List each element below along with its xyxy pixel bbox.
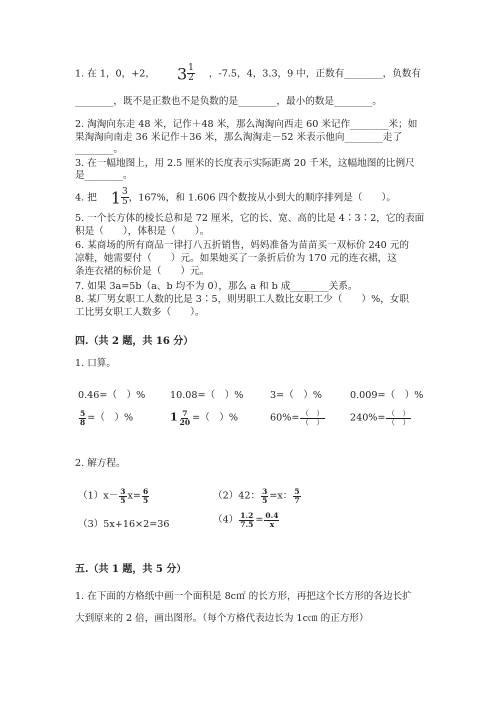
eq2-n1: 3 <box>262 487 268 496</box>
q5-line1: 5. 一个长方体的棱长总和是 72 厘米，它的长、宽、高的比是 4∶3∶2，它的表面 <box>75 213 425 224</box>
r2c3-den: （ ） <box>301 417 324 427</box>
r2c2-tail: =（ ）% <box>192 412 239 424</box>
q6-line3: 条连衣裙的标价是（ ）元。 <box>75 266 210 277</box>
eq4-d2: x <box>269 519 275 529</box>
section5-line2: 大到原来的 2 倍，画出图形。（每个方格代表边长为 1c㎝ 的正方形） <box>75 613 369 624</box>
q1-line1 <box>75 64 421 84</box>
q8-line2: 工比男女职工人数多（ ）。 <box>75 307 205 318</box>
q8-line1: 8. 某厂男女职工人数的比是 3∶5，则男职工人数比女职工少（ ）%，女职 <box>75 294 409 305</box>
eq1-d1: 5 <box>120 495 126 505</box>
q1-text-b: ，-7.5，4，3.3，9 中，正数有________，负数有 <box>208 68 422 80</box>
eq1-frac2 <box>142 488 149 504</box>
section4-heading: 四.（共 2 题，共 16 分） <box>75 336 194 347</box>
q6-line1: 6. 某商场的所有商品一律打八五折销售，妈妈准备为苗苗买一双标价 240 元的 <box>75 240 410 251</box>
oral-subheading: 1. 口算。 <box>75 358 116 369</box>
equation-3: （3）5x+16×2=36 <box>78 519 170 530</box>
eq4-n1: 1.2 <box>240 511 254 520</box>
q4-frac-num: 3 <box>121 187 128 197</box>
eq2-frac1 <box>261 488 268 504</box>
r2c4-num: （ ） <box>387 409 410 418</box>
q3-line2: 是________。 <box>75 170 133 181</box>
eq1-n2: 6 <box>142 487 149 496</box>
q1-mixed-whole: 3 <box>176 64 188 84</box>
section5-line1: 1. 在下面的方格纸中画一个面积是 8c㎡ 的长方形，再把这个长方形的各边长扩 <box>75 591 412 602</box>
eq4-n2: 0.4 <box>265 511 279 520</box>
oral-r2c1 <box>78 410 133 426</box>
r2c1-tail: =（ ）% <box>87 412 134 424</box>
eq2-d2: 7 <box>294 495 300 505</box>
oral-r1c4: 0.009=（ ）% <box>350 390 424 401</box>
r2c2-num: 7 <box>182 409 188 418</box>
eq4-frac2 <box>264 512 279 528</box>
r2c3-frac <box>300 410 325 426</box>
r2c3-pre: 60%= <box>270 412 300 424</box>
eq2-d1: 5 <box>262 495 268 505</box>
oral-r1c1: 0.46=（ ）% <box>78 390 146 401</box>
equation-1 <box>78 488 150 504</box>
r2c4-den: （ ） <box>387 417 410 427</box>
q5-line2: 积是（ ），体积是（ ）。 <box>75 226 210 237</box>
r2c2-frac <box>179 410 191 426</box>
q6-line2: 凉鞋，她需要付（ ）元。如果她买了一条折后价为 170 元的连衣裙，这 <box>75 253 397 264</box>
q4-text-a: 4. 把 <box>75 192 97 204</box>
r2c2-den: 20 <box>179 417 191 427</box>
eq1-d2: 5 <box>142 495 149 505</box>
r2c1-num: 5 <box>80 409 86 418</box>
q1-frac-den: 2 <box>188 73 194 84</box>
q3-line1: 3. 在一幅地图上，用 2.5 厘米的长度表示实际距离 20 千米，这幅地图的比例尺 <box>75 158 415 169</box>
eq2-frac2 <box>293 488 300 504</box>
q4-line <box>75 188 396 208</box>
eq4-frac1 <box>239 512 254 528</box>
q2-line3: ________。 <box>75 144 123 155</box>
r2c2-whole: 1 <box>170 410 178 424</box>
r2c1-den: 8 <box>80 417 86 427</box>
q1-frac-num: 1 <box>188 63 194 73</box>
q4-mixed-frac <box>121 188 129 208</box>
r2c4-pre: 240%= <box>350 412 386 424</box>
q4-text-b: ，167%，和 1.606 四个数按从小到大的顺序排列是（ ）。 <box>128 192 396 204</box>
equations-subheading: 2. 解方程。 <box>75 458 126 469</box>
q7-line1: 7. 如果 3a=5b（a、b 均不为 0），那么 a 和 b 成________关系。 <box>75 281 358 292</box>
eq4-b: = <box>255 514 264 526</box>
q2-line1: 2. 淘淘向东走 48 米，记作＋48 米，那么淘淘向西走 60 米记作________米；如 <box>75 119 418 130</box>
q4-frac-den: 5 <box>121 197 128 208</box>
r2c4-frac <box>386 410 411 426</box>
oral-r2c3 <box>270 410 326 426</box>
q2-line2: 果淘淘向南走 36 米记作＋36 米，那么淘淘走－52 米表示他向________走了 <box>75 132 403 143</box>
eq1-frac1 <box>119 488 126 504</box>
eq2-a: （2）42： <box>213 490 261 502</box>
q1-text-a: 1. 在 1，0，+2， <box>75 68 155 80</box>
oral-r1c2: 10.08=（ ）% <box>170 390 244 401</box>
eq2-b: =x： <box>269 490 293 502</box>
q1-mixed-frac <box>187 64 195 84</box>
eq2-n2: 5 <box>294 487 300 496</box>
oral-r1c3: 3=（ ）% <box>270 390 323 401</box>
oral-r2c2 <box>170 410 238 426</box>
equation-4 <box>213 512 280 528</box>
eq1-b: x= <box>127 490 141 502</box>
eq4-d1: 7.5 <box>240 519 254 529</box>
r2c1-frac <box>79 410 86 426</box>
section5-heading: 五.（共 1 题，共 5 分） <box>75 564 187 575</box>
r2c3-num: （ ） <box>301 409 324 418</box>
eq1-a: （1）x－ <box>78 490 119 502</box>
q4-mixed-whole: 1 <box>110 188 121 208</box>
equation-2 <box>213 488 302 504</box>
q1-line2: ________，既不是正数也不是负数的是________，最小的数是________。 <box>75 96 382 107</box>
eq1-n1: 3 <box>120 487 126 496</box>
oral-r2c4 <box>350 410 412 426</box>
eq4-a: （4） <box>213 514 239 526</box>
